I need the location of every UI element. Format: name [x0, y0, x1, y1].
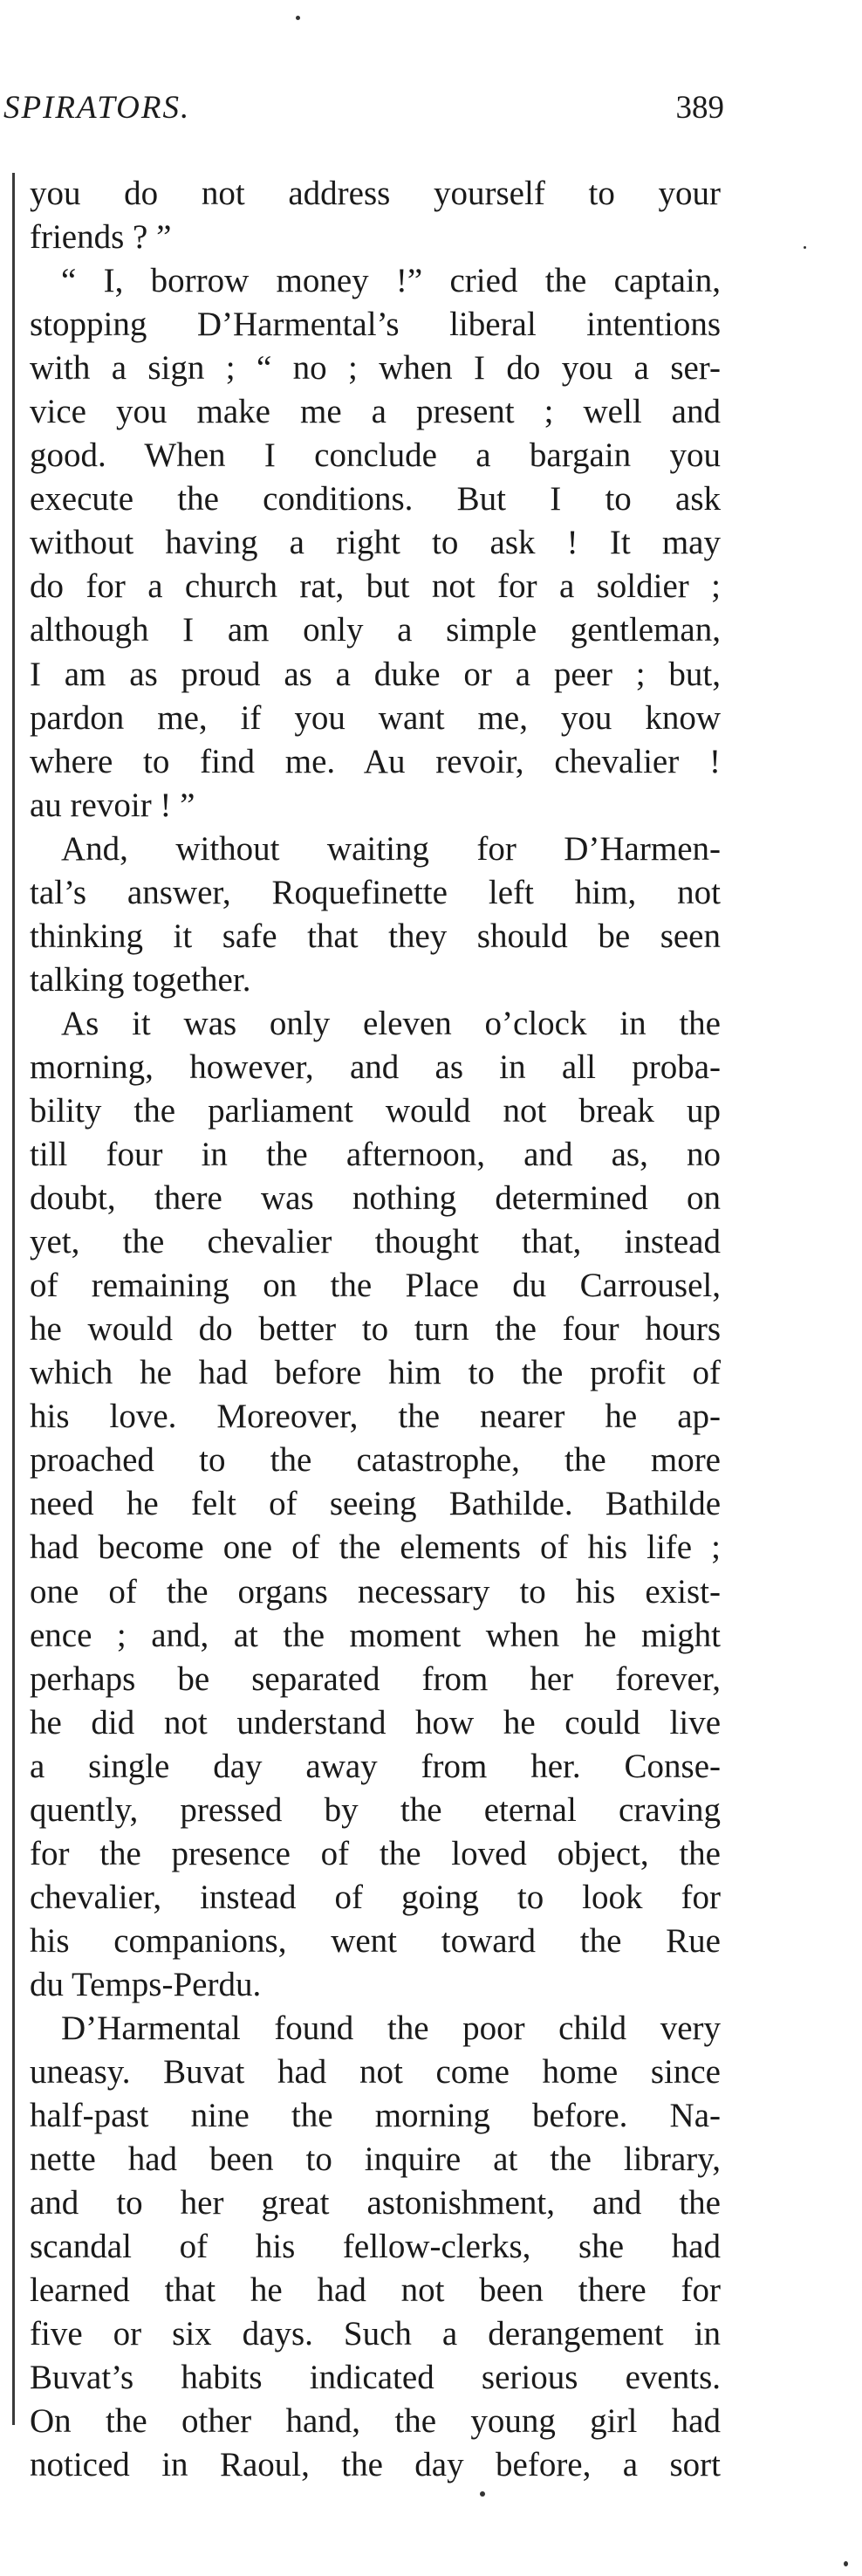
text-line: of remaining on the Place du Carrousel, [30, 1267, 721, 1305]
text-line: uneasy. Buvat had not come home since [30, 2053, 721, 2092]
text-line: a single day away from her. Conse- [30, 1747, 721, 1785]
text-line: where to find me. Au revoir, chevalier ! [30, 742, 721, 780]
text-line: And, without waiting for D’Harmen- [61, 829, 721, 868]
text-line: As it was only eleven o’clock in the [61, 1004, 721, 1042]
text-line: au revoir ! ” [30, 786, 195, 824]
text-line: with a sign ; “ no ; when I do you a ser- [30, 349, 721, 388]
text-line: D’Harmental found the poor child very [61, 2009, 721, 2047]
text-line: his love. Moreover, the nearer he ap- [30, 1398, 721, 1436]
text-line: morning, however, and as in all proba- [30, 1048, 721, 1086]
text-line: pardon me, if you want me, you know [30, 698, 721, 737]
text-line: which he had before him to the profit of [30, 1354, 721, 1392]
text-line: had become one of the elements of his life ; [30, 1528, 721, 1567]
text-line: he would do better to turn the four hours [30, 1310, 721, 1349]
text-line: noticed in Raoul, the day before, a sort [30, 2446, 721, 2484]
text-line: although I am only a simple gentleman, [30, 611, 721, 649]
text-line: quently, pressed by the eternal craving [30, 1790, 721, 1829]
text-line: du Temps-Perdu. [30, 1965, 262, 2003]
text-line: yet, the chevalier thought that, instead [30, 1223, 721, 1261]
text-line: do for a church rat, but not for a soldier ; [30, 567, 721, 606]
text-line: On the other hand, the young girl had [30, 2402, 721, 2441]
text-line: you do not address yourself to your [30, 175, 721, 212]
text-line: “ I, borrow money !” cried the captain, [61, 262, 721, 300]
text-line: proached to the catastrophe, the more [30, 1441, 721, 1480]
text-line: chevalier, instead of going to look for [30, 1878, 721, 1916]
text-line: vice you make me a present ; well and [30, 393, 721, 431]
text-line: he did not understand how he could live [30, 1703, 721, 1741]
text-line: learned that he had not been there for [30, 2271, 721, 2310]
text-line: and to her great astonishment, and the [30, 2184, 721, 2222]
text-line: friends ? ” [30, 218, 172, 257]
text-line: five or six days. Such a derangement in [30, 2315, 721, 2353]
text-line: one of the organs necessary to his exist- [30, 1572, 721, 1611]
ink-speck-bottom [480, 2491, 485, 2497]
text-column [30, 172, 721, 2487]
text-line: for the presence of the loved object, the [30, 1834, 721, 1872]
text-line: Buvat’s habits indicated serious events. [30, 2359, 721, 2397]
text-line: ence ; and, at the moment when he might [30, 1616, 721, 1654]
text-line: scandal of his fellow-clerks, she had [30, 2228, 721, 2266]
text-line: stopping D’Harmental’s liberal intentions [30, 306, 721, 344]
text-line: talking together. [30, 960, 251, 999]
text-line: nette had been to inquire at the library, [30, 2140, 721, 2179]
ink-speck-corner [844, 2561, 848, 2566]
ink-speck-top [296, 16, 300, 20]
text-line: bility the parliament would not break up [30, 1091, 721, 1130]
text-line: need he felt of seeing Bathilde. Bathilde [30, 1485, 721, 1523]
text-line: thinking it safe that they should be seen [30, 917, 721, 955]
text-line: execute the conditions. But I to ask [30, 480, 721, 519]
text-line: till four in the afternoon, and as, no [30, 1136, 721, 1174]
running-head-title: SPIRATORS. [3, 90, 191, 126]
text-line: half-past nine the morning before. Na- [30, 2097, 721, 2135]
text-line: perhaps be separated from her forever, [30, 1659, 721, 1698]
text-line: I am as proud as a duke or a peer ; but, [30, 655, 721, 693]
text-line: tal’s answer, Roquefinette left him, not [30, 873, 721, 911]
text-line: good. When I conclude a bargain you [30, 436, 721, 475]
text-line: doubt, there was nothing determined on [30, 1179, 721, 1218]
text-line: his companions, went toward the Rue [30, 1921, 721, 1960]
page-number: 389 [675, 90, 724, 126]
ink-speck-right-margin [804, 246, 806, 249]
text-line: without having a right to ask ! It may [30, 524, 721, 562]
margin-rule [12, 173, 15, 2425]
running-head [0, 84, 724, 136]
